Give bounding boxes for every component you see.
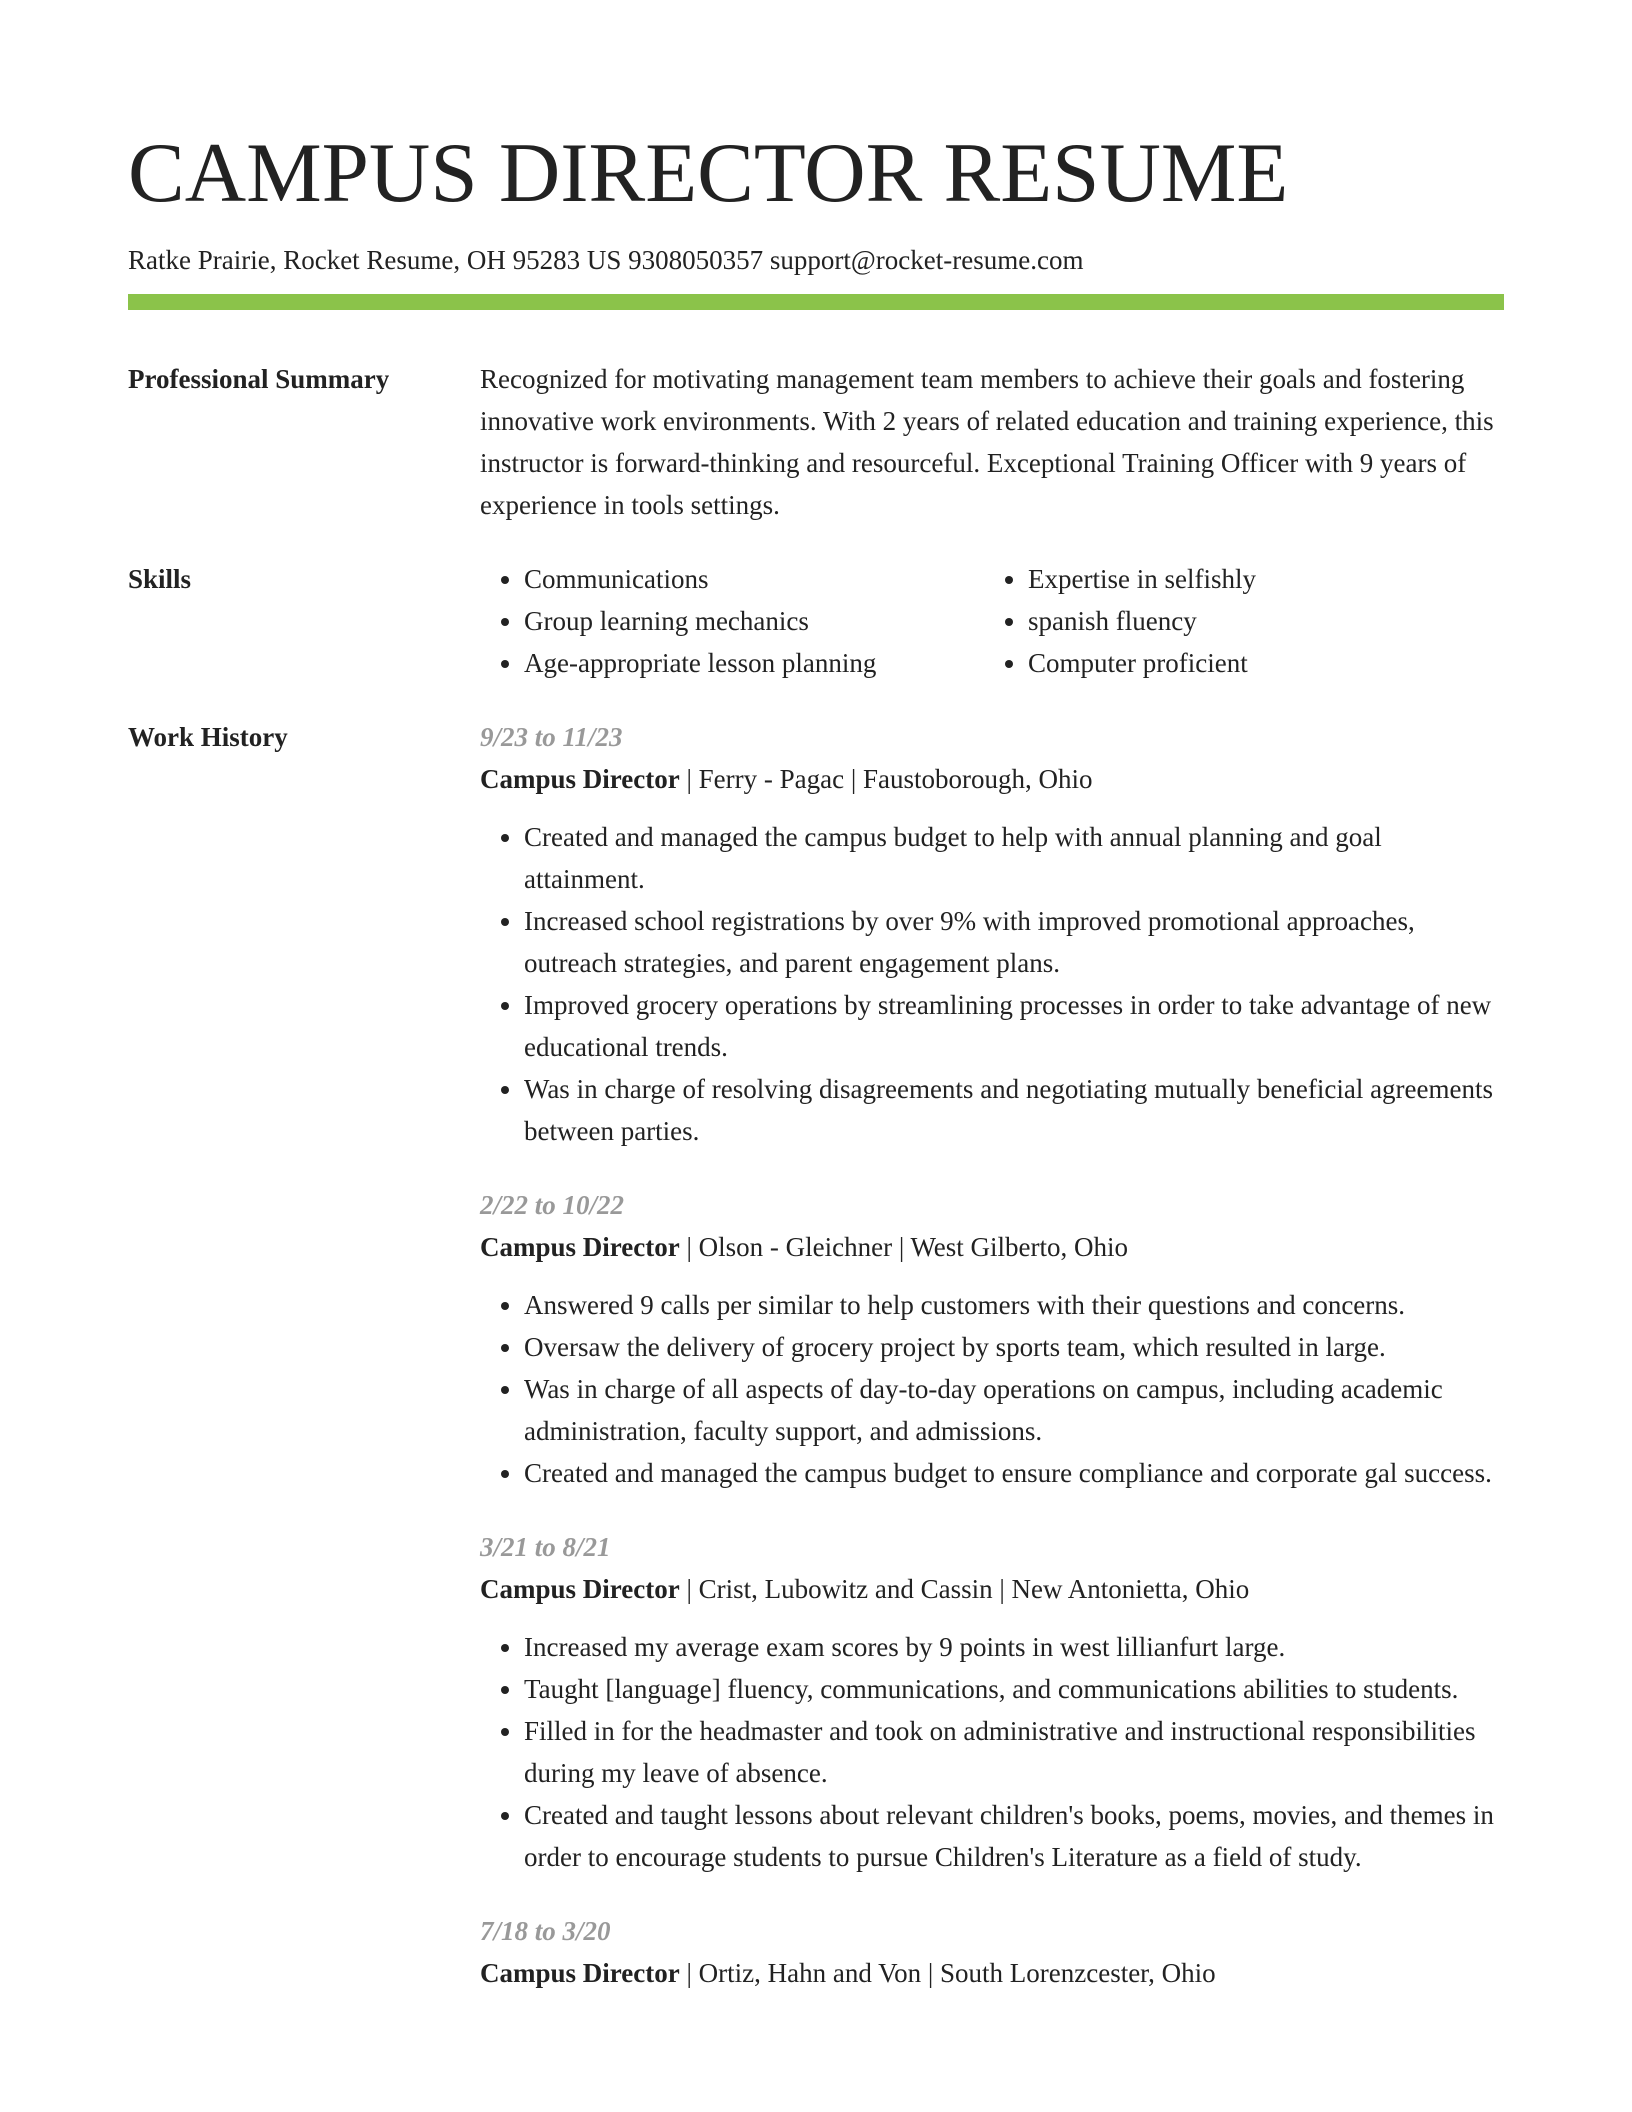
job-heading — [480, 758, 1504, 800]
job-details: | Crist, Lubowitz and Cassin | New Antonietta, Ohio — [679, 1574, 1250, 1604]
job-bullet: • Created and taught lessons about relevant children's books, poems, movies, and themes in order to encourage students to pursue Children's Literature as a field of study. — [524, 1794, 1504, 1878]
summary-body — [480, 358, 1504, 526]
job-bullet: • Was in charge of all aspects of day-to-day operations on campus, including academic administration, faculty support, and admissions. — [524, 1368, 1504, 1452]
resume-page — [128, 0, 1504, 2026]
job-details: | Olson - Gleichner | West Gilberto, Ohio — [679, 1232, 1129, 1262]
job-heading — [480, 1226, 1504, 1268]
job-bullet: • Created and managed the campus budget to ensure compliance and corporate gal success. — [524, 1452, 1504, 1494]
job-bullet: • Taught [language] fluency, communications, and communications abilities to students. — [524, 1668, 1504, 1710]
job-heading — [480, 1952, 1504, 1994]
work-history-section — [128, 716, 1504, 2026]
skill-item: • Age-appropriate lesson planning — [524, 642, 984, 684]
section-label-skills: Skills — [128, 564, 192, 594]
skills-body — [480, 558, 1504, 684]
job-dates: 7/18 to 3/20 — [480, 1916, 611, 1946]
professional-summary-section — [128, 358, 1504, 526]
resume-title: CAMPUS DIRECTOR RESUME — [128, 126, 1289, 220]
accent-divider — [128, 294, 1504, 310]
skills-column-left — [480, 558, 984, 684]
job-entry — [480, 1910, 1504, 1994]
skills-column-right — [984, 558, 1488, 684]
job-entry — [480, 1184, 1504, 1494]
section-label-work-history: Work History — [128, 722, 288, 752]
job-dates: 9/23 to 11/23 — [480, 722, 623, 752]
job-title: Campus Director — [480, 1958, 680, 1988]
job-bullet: • Increased school registrations by over 9% with improved promotional approaches, outreach strategies, and parent engagement plans. — [524, 900, 1504, 984]
skill-item: • spanish fluency — [1028, 600, 1488, 642]
job-bullets — [480, 1626, 1504, 1878]
job-heading — [480, 1568, 1504, 1610]
job-bullet: • Increased my average exam scores by 9 points in west lillianfurt large. — [524, 1626, 1504, 1668]
skill-item: • Communications — [524, 558, 984, 600]
job-title: Campus Director — [480, 1574, 680, 1604]
job-bullet: • Answered 9 calls per similar to help customers with their questions and concerns. — [524, 1284, 1504, 1326]
contact-line: Ratke Prairie, Rocket Resume, OH 95283 US 9308050357 support@rocket-resume.com — [128, 245, 1084, 275]
summary-text: Recognized for motivating management team members to achieve their goals and fostering innovative work environments. With 2 years of related education and training experience, this instructor is forward-thinking and resourceful. Exceptional Training Officer with 9 years of experience in tools settings. — [480, 364, 1494, 520]
job-details: | Ferry - Pagac | Faustoborough, Ohio — [679, 764, 1093, 794]
work-history-body — [480, 716, 1504, 2026]
skill-item: • Computer proficient — [1028, 642, 1488, 684]
skill-item: • Group learning mechanics — [524, 600, 984, 642]
job-entry — [480, 716, 1504, 1152]
skills-columns — [480, 558, 1504, 684]
job-entry — [480, 1526, 1504, 1878]
job-title: Campus Director — [480, 1232, 680, 1262]
skills-section — [128, 558, 1504, 684]
job-bullet: • Created and managed the campus budget to help with annual planning and goal attainment. — [524, 816, 1504, 900]
job-bullet: • Filled in for the headmaster and took on administrative and instructional responsibilities during my leave of absence. — [524, 1710, 1504, 1794]
section-label-summary: Professional Summary — [128, 364, 390, 394]
skill-item: • Expertise in selfishly — [1028, 558, 1488, 600]
job-bullet: • Was in charge of resolving disagreements and negotiating mutually beneficial agreements between parties. — [524, 1068, 1504, 1152]
job-bullet: • Oversaw the delivery of grocery project by sports team, which resulted in large. — [524, 1326, 1504, 1368]
job-title: Campus Director — [480, 764, 680, 794]
job-bullets — [480, 816, 1504, 1152]
job-dates: 3/21 to 8/21 — [480, 1532, 611, 1562]
job-details: | Ortiz, Hahn and Von | South Lorenzcester, Ohio — [679, 1958, 1216, 1988]
job-bullet: • Improved grocery operations by streamlining processes in order to take advantage of new educational trends. — [524, 984, 1504, 1068]
job-bullets — [480, 1284, 1504, 1494]
job-dates: 2/22 to 10/22 — [480, 1190, 625, 1220]
